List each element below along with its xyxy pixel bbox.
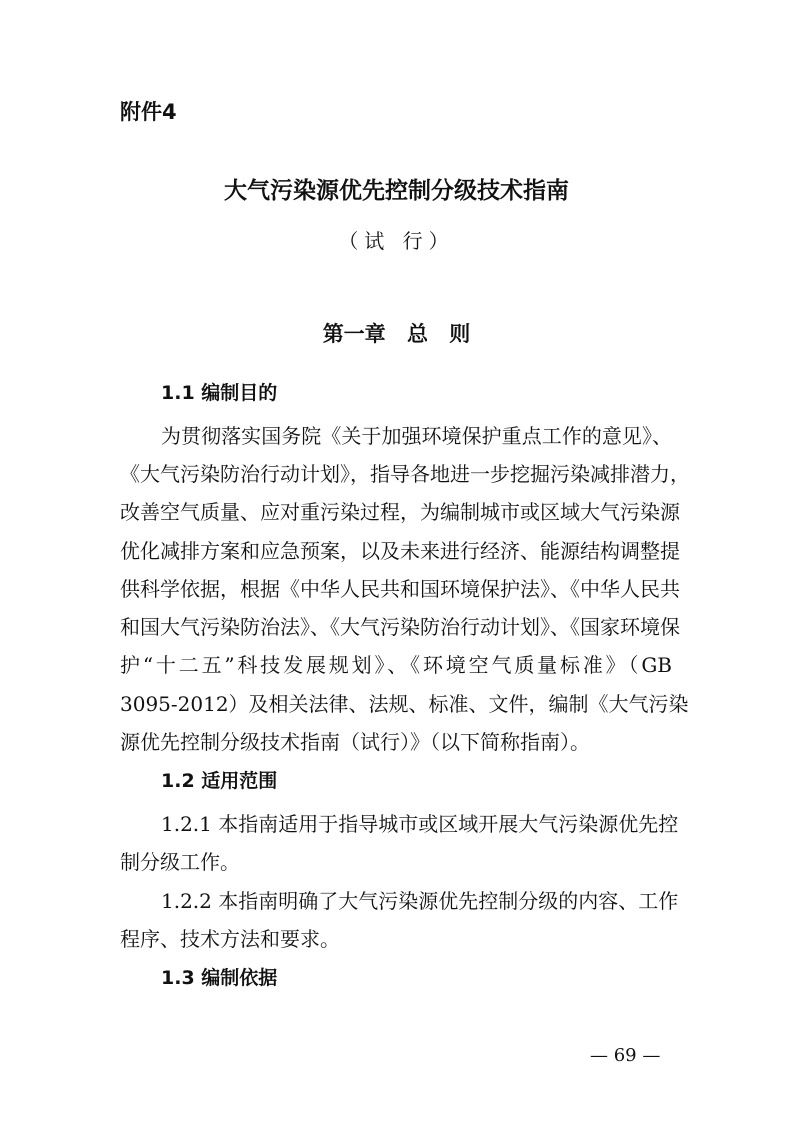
chapter-heading: 第一章 总 则 [322,322,471,346]
text-line: 《大气污染防治行动计划》，指导各地进一步挖掘污染减排潜力， [120,462,690,486]
text-line: 供科学依据，根据《中华人民共和国环境保护法》、《中华人民共 [120,577,680,601]
text-line: 为贯彻落实国务院《关于加强环境保护重点工作的意见》、 [161,424,672,448]
section-heading: 1.2 适用范围 [161,770,278,792]
text-line: 制分级工作。 [120,850,240,874]
text-line: 源优先控制分级技术指南（试行）》（以下简称指南）。 [120,730,590,754]
text-line: 改善空气质量、应对重污染过程，为编制城市或区域大气污染源 [120,500,680,524]
document-title: 大气污染源优先控制分级技术指南 [224,178,569,204]
attachment-label: 附件4 [120,100,177,124]
section-heading: 1.3 编制依据 [161,967,278,989]
text-line: 1.2.2 本指南明确了大气污染源优先控制分级的内容、工作 [161,889,679,913]
text-line: 3095-2012）及相关法律、法规、标准、文件，编制《大气污染 [120,692,689,716]
text-line: 1.2.1 本指南适用于指导城市或区域开展大气污染源优先控 [161,812,679,836]
document-subtitle: （试 行） [338,229,455,253]
section-heading: 1.1 编制目的 [161,382,278,404]
text-line: 和国大气污染防治法》、《大气污染防治行动计划》、《国家环境保 [120,615,680,639]
text-line: 程序、技术方法和要求。 [120,927,340,951]
text-line: 优化减排方案和应急预案，以及未来进行经济、能源结构调整提 [120,539,680,563]
text-line: 护“十二五”科技发展规划》、《环境空气质量标准》（GB [120,653,672,677]
page-number: — 69 — [590,1045,661,1066]
